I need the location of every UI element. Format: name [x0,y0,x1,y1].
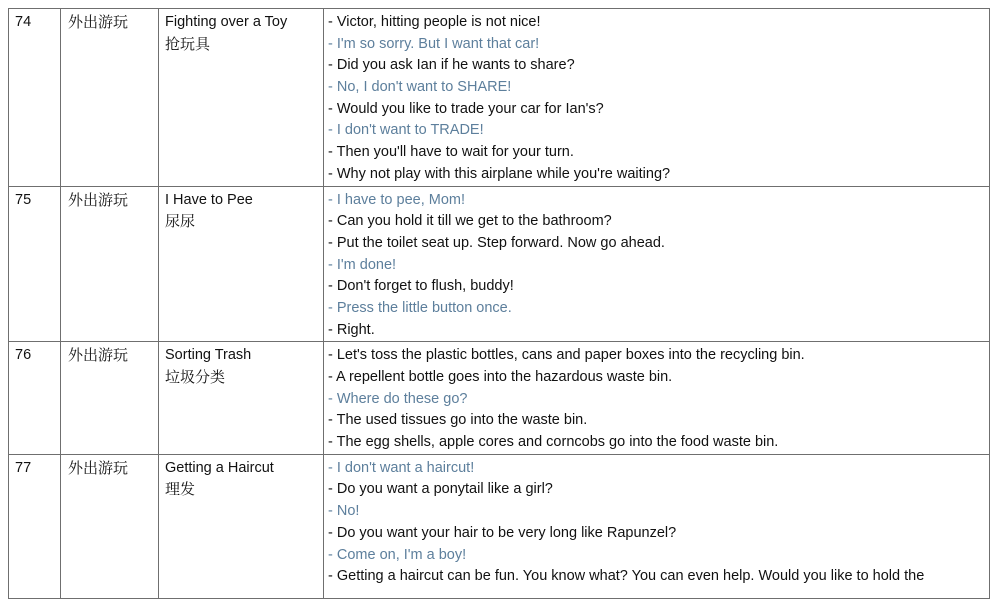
dialogue-line: - Why not play with this airplane while you're waiting? [328,165,671,182]
dialogue-line: - Right. [328,321,375,338]
row-number-cell [9,454,61,598]
title-english: Fighting over a Toy [165,14,288,30]
row-number: 74 [15,14,32,30]
category-cell [61,342,159,454]
table-row-76 [9,342,990,454]
dialogue-cell [324,9,990,187]
dialogue-line: - Where do these go? [328,390,468,407]
title-chinese: 理发 [165,481,196,499]
dialogue-line: - Getting a haircut can be fun. You know what? You can even help. Would you like to hold the [328,568,925,585]
category-label: 外出游玩 [68,347,129,365]
dialogue-line: - Can you hold it till we get to the bathroom? [328,213,612,230]
dialogue-line: - A repellent bottle goes into the hazardous waste bin. [328,369,673,385]
table-row-77 [9,454,990,598]
dialogue-line: - No! [328,503,360,520]
row-number-cell [9,342,61,454]
dialogue-line: - Let's toss the plastic bottles, cans and paper boxes into the recycling bin. [328,347,805,364]
category-label: 外出游玩 [68,14,129,31]
title-cell [159,342,324,454]
dialogue-line: - Don't forget to flush, buddy! [328,278,514,295]
dialogue-line: - Press the little button once. [328,299,512,316]
title-chinese: 抢玩具 [165,35,211,53]
dialogue-line: - Victor, hitting people is not nice! [328,14,541,30]
dialogue-line: - Do you want a ponytail like a girl? [328,481,553,498]
dialogue-table [8,8,990,599]
table-row-74 [9,9,990,187]
row-number-cell [9,9,61,187]
table-row-75 [9,186,990,342]
dialogue-line: - Then you'll have to wait for your turn. [328,144,574,161]
dialogue-line: - Do you want your hair to be very long like Rapunzel? [328,524,677,541]
row-number-cell [9,186,61,342]
row-number: 76 [15,347,32,364]
title-english: Sorting Trash [165,347,252,364]
row-number: 77 [15,459,32,476]
title-cell [159,186,324,342]
dialogue-line: - Come on, I'm a boy! [328,546,467,563]
dialogue-cell [324,454,990,598]
dialogue-line: - No, I don't want to SHARE! [328,79,512,96]
title-english: Getting a Haircut [165,459,274,476]
category-label: 外出游玩 [68,191,129,209]
row-number: 75 [15,191,32,208]
dialogue-line: - I don't want a haircut! [328,459,475,476]
dialogue-line: - I'm so sorry. But I want that car! [328,35,540,52]
category-cell [61,186,159,342]
title-english: I Have to Pee [165,191,253,208]
category-label: 外出游玩 [68,459,129,477]
title-chinese: 尿尿 [165,213,196,231]
dialogue-line: - The egg shells, apple cores and corncobs go into the food waste bin. [328,434,779,451]
dialogue-cell [324,342,990,454]
category-cell [61,9,159,187]
title-chinese: 垃圾分类 [165,369,226,386]
dialogue-line: - Put the toilet seat up. Step forward. Now go ahead. [328,234,665,251]
dialogue-line: - Would you like to trade your car for Ian's? [328,100,604,117]
dialogue-line: - The used tissues go into the waste bin. [328,412,588,429]
title-cell [159,454,324,598]
dialogue-line: - I'm done! [328,256,397,273]
dialogue-cell [324,186,990,342]
category-cell [61,454,159,598]
title-cell [159,9,324,187]
dialogue-line: - I have to pee, Mom! [328,191,466,208]
dialogue-line: - I don't want to TRADE! [328,122,484,139]
dialogue-line: - Did you ask Ian if he wants to share? [328,57,575,74]
